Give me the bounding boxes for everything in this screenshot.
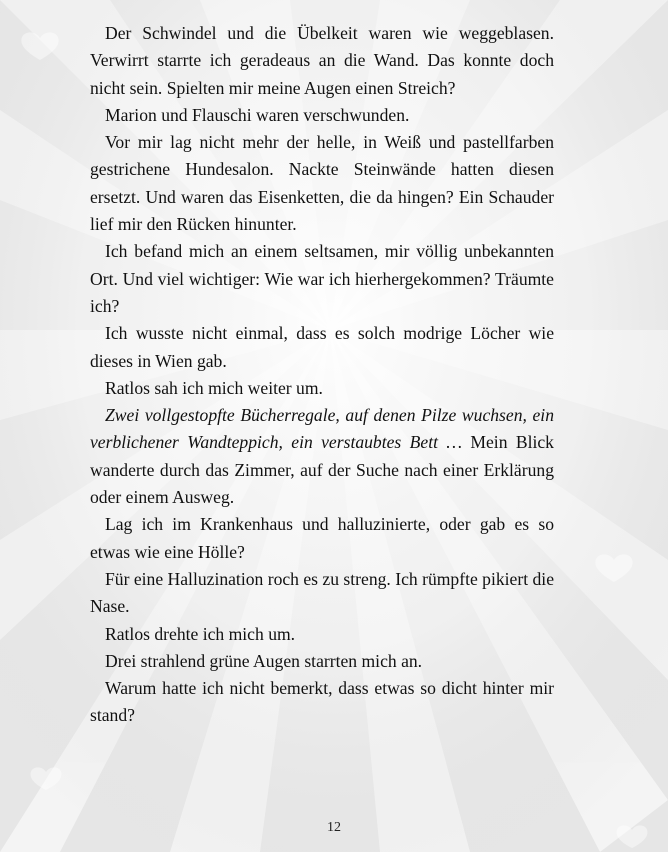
paragraph: Ich wusste nicht einmal, dass es solch modrige Löcher wie dieses in Wien gab. (90, 323, 554, 371)
paragraph: Lag ich im Krankenhaus und halluzinierte, oder gab es so etwas wie eine Hölle? (90, 514, 554, 562)
paragraph-with-italic-list (90, 402, 554, 511)
paragraph: Drei strahlend grüne Augen starrten mich an. (105, 650, 423, 671)
paragraph: Für eine Halluzination roch es zu streng. Ich rümpfte pikiert die Nase. (90, 568, 554, 617)
paragraph: Ratlos sah ich mich weiter um. (105, 377, 323, 398)
book-text-body (90, 20, 554, 730)
italic-segment: Zwei vollgestopfte Bücherregale, auf denen Pilze wuchsen, ein verblichener Wandteppich, ein verstaubtes Bett … (90, 405, 554, 453)
paragraph: Der Schwindel und die Übelkeit waren wie weggeblasen. Verwirrt starrte ich geradeaus an die Wand. Das konnte doch nicht sein. Spielten mir meine Augen einen Streich? (90, 23, 554, 98)
roman-segment: Mein Blick wanderte durch das Zimmer, auf der Suche nach einer Erklärung oder einem Ausweg. (90, 432, 554, 508)
paragraph: Vor mir lag nicht mehr der helle, in Weiß und pastellfarben gestrichene Hundesalon. Nackte Steinwände hatten diesen ersetzt. Und waren das Eisenketten, die da hingen? Ein Schauder lief mir den Rücken hinunter. (90, 132, 554, 235)
paragraph: Warum hatte ich nicht bemerkt, dass etwas so dicht hinter mir stand? (90, 678, 554, 726)
paragraph: Ich befand mich an einem seltsamen, mir völlig unbekannten Ort. Und viel wichtiger: Wie war ich hierhergekommen? Träumte ich? (90, 241, 554, 316)
paragraph: Ratlos drehte ich mich um. (105, 623, 296, 644)
page-number: 12 (327, 820, 341, 835)
paragraph: Marion und Flauschi waren verschwunden. (105, 104, 410, 125)
